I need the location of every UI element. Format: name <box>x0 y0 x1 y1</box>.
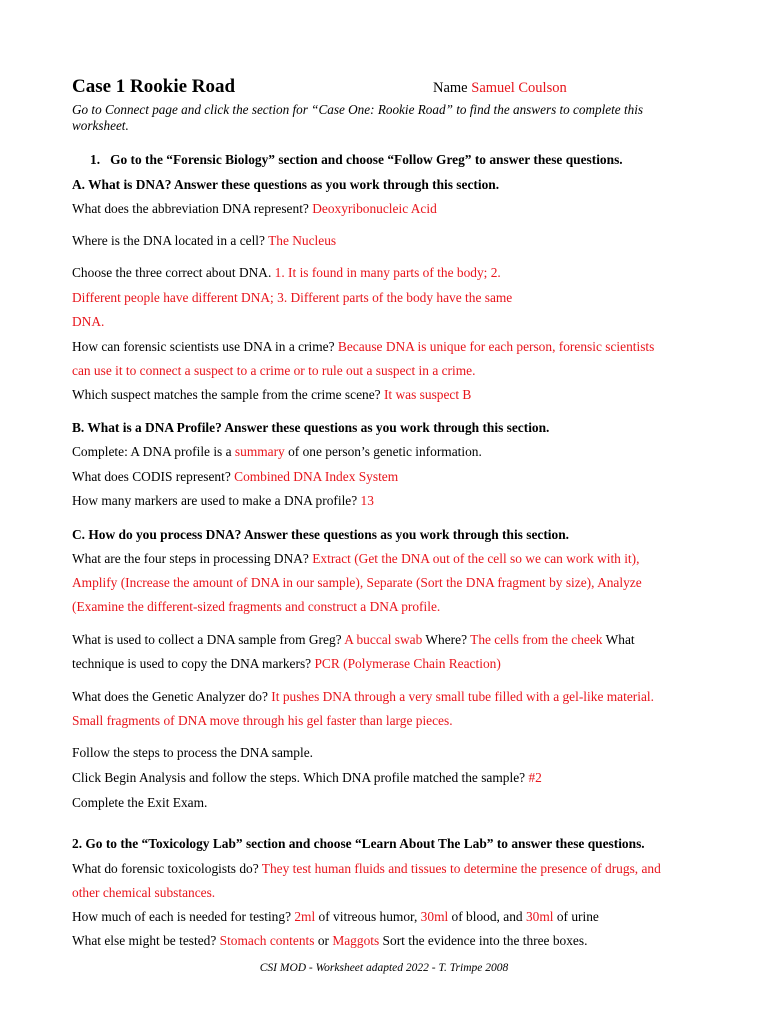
part1-heading: 1. Go to the “Forensic Biology” section and choose “Follow Greg” to answer these questions. <box>90 152 623 167</box>
question-text: How many markers are used to make a DNA profile? <box>72 493 361 508</box>
answer-text: PCR (Polymerase Chain Reaction) <box>314 656 501 671</box>
question-c2 <box>72 632 635 648</box>
question-text: of one person’s genetic information. <box>284 444 482 459</box>
intro-instructions: Go to Connect page and click the section for “Case One: Rookie Road” to find the answers to complete this worksheet. <box>72 102 644 133</box>
question-2-2 <box>72 909 599 925</box>
answer-text: Because DNA is unique for each person, forensic scientists <box>337 339 655 354</box>
question-text: How much of each is needed for testing? <box>72 909 295 924</box>
question-b1 <box>72 444 482 460</box>
question-text: of vitreous humor, <box>315 909 421 924</box>
question-c5 <box>72 689 654 705</box>
question-text: What does the Genetic Analyzer do? <box>72 689 272 704</box>
question-text: Where is the DNA located in a cell? <box>72 233 269 248</box>
question-text: What does the abbreviation DNA represent? <box>72 201 313 216</box>
question-text: What else might be tested? <box>72 933 220 948</box>
question-b3 <box>72 493 374 509</box>
answer-text: 30ml <box>525 909 554 924</box>
question-c1 <box>72 551 639 567</box>
answer-text: 2ml <box>294 909 316 924</box>
answer-a3-line2: Different people have different DNA; 3. Different parts of the body have the same <box>72 290 513 305</box>
section-b-heading: B. What is a DNA Profile? Answer these questions as you work through this section. <box>72 420 550 435</box>
question-text: Which suspect matches the sample from the crime scene? <box>72 387 384 402</box>
question-text: Complete: A DNA profile is a <box>72 444 235 459</box>
question-2-1 <box>72 861 661 877</box>
answer-text: summary <box>234 444 285 459</box>
answer-text: A buccal swab <box>344 632 423 647</box>
question-text: What do forensic toxicologists do? <box>72 861 262 876</box>
question-text: What <box>602 632 635 647</box>
question-b2 <box>72 469 398 485</box>
question-text: How can forensic scientists use DNA in a crime? <box>72 339 338 354</box>
question-text: technique is used to copy the DNA markers? <box>72 656 315 671</box>
question-text: of blood, and <box>448 909 526 924</box>
answer-c5-line2: Small fragments of DNA move through his gel faster than large pieces. <box>72 713 453 728</box>
question-a2 <box>72 233 336 249</box>
answer-text: The Nucleus <box>268 233 337 248</box>
answer-text: #2 <box>528 770 542 785</box>
section-c-heading: C. How do you process DNA? Answer these questions as you work through this section. <box>72 527 569 542</box>
question-2-3 <box>72 933 587 949</box>
page-title: Case 1 Rookie Road <box>72 76 236 97</box>
part2-heading: 2. Go to the “Toxicology Lab” section and choose “Learn About The Lab” to answer these questions. <box>72 836 645 851</box>
question-c4 <box>72 656 501 672</box>
answer-c1-line2: Amplify (Increase the amount of DNA in our sample), Separate (Sort the DNA fragment by size), Analyze <box>72 575 642 590</box>
answer-2-1-line2: other chemical substances. <box>72 885 216 900</box>
question-text: of urine <box>553 909 599 924</box>
answer-text: It was suspect B <box>383 387 472 402</box>
question-c6 <box>72 770 542 786</box>
instruction-exit-exam: Complete the Exit Exam. <box>72 795 208 810</box>
answer-c1-line3: (Examine the different-sized fragments and construct a DNA profile. <box>72 599 441 614</box>
answer-text: Extract (Get the DNA out of the cell so we can work with it), <box>312 551 640 566</box>
name-label: Name <box>433 80 468 96</box>
page-footer: CSI MOD - Worksheet adapted 2022 - T. Trimpe 2008 <box>259 962 509 974</box>
answer-text: Deoxyribonucleic Acid <box>312 201 437 216</box>
answer-text: 30ml <box>420 909 449 924</box>
question-a4 <box>72 339 654 355</box>
question-text: or <box>314 933 333 948</box>
question-text: What are the four steps in processing DNA? <box>72 551 313 566</box>
answer-text: Stomach contents <box>219 933 315 948</box>
answer-text: Maggots <box>332 933 380 948</box>
instruction-process: Follow the steps to process the DNA sample. <box>72 745 314 760</box>
answer-text: 1. It is found in many parts of the body; 2. <box>274 265 501 280</box>
answer-text: It pushes DNA through a very small tube filled with a gel-like material. <box>271 689 654 704</box>
question-a3 <box>72 265 501 281</box>
answer-text: They test human fluids and tissues to determine the presence of drugs, and <box>261 861 661 876</box>
question-text: What does CODIS represent? <box>72 469 235 484</box>
name-line <box>433 80 567 97</box>
answer-text: The cells from the cheek <box>470 632 603 647</box>
question-a5 <box>72 387 471 403</box>
name-value: Samuel Coulson <box>471 80 567 96</box>
question-text: Where? <box>422 632 471 647</box>
question-text: What is used to collect a DNA sample from Greg? <box>72 632 345 647</box>
answer-text: 13 <box>360 493 374 508</box>
answer-text: Combined DNA Index System <box>234 469 399 484</box>
section-a-heading: A. What is DNA? Answer these questions as you work through this section. <box>72 177 500 192</box>
question-text: Click Begin Analysis and follow the steps. Which DNA profile matched the sample? <box>72 770 529 785</box>
answer-a3-line3: DNA. <box>72 314 105 329</box>
answer-a4-line2: can use it to connect a suspect to a crime or to rule out a suspect in a crime. <box>72 363 476 378</box>
question-text: Sort the evidence into the three boxes. <box>379 933 588 948</box>
question-a1 <box>72 201 437 217</box>
question-text: Choose the three correct about DNA. <box>72 265 275 280</box>
